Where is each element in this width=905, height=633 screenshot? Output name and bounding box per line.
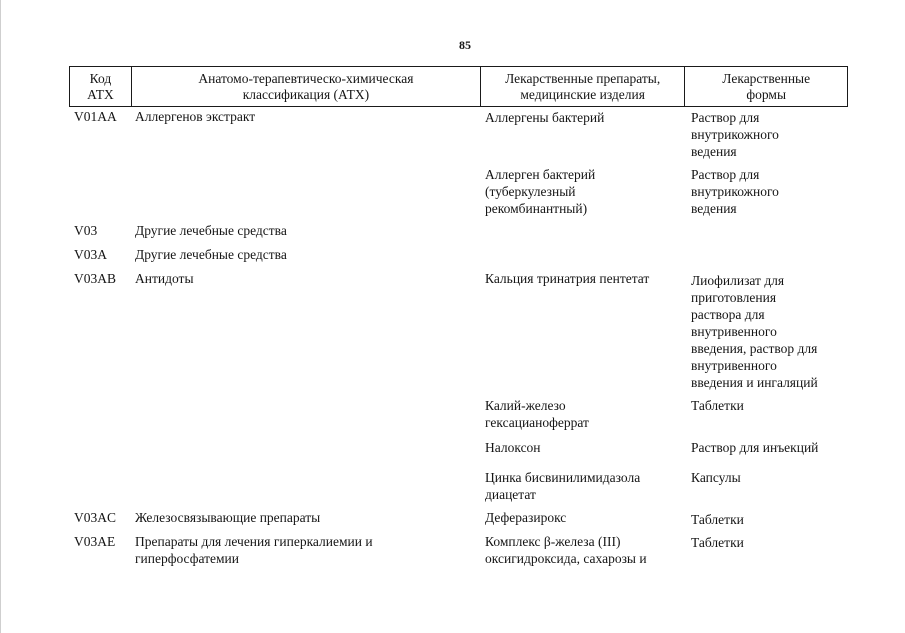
- drug-name: Комплекс β-железа (III) оксигидроксида, сахарозы и: [485, 534, 647, 566]
- drug-name: Деферазирокс: [485, 510, 567, 525]
- dosage-form: Лиофилизат для приготовления раствора для внутривенного введения, раствор для внутривенного введения и ингаляций: [691, 273, 818, 390]
- table-row: [69, 533, 848, 567]
- header-drugs-label: Лекарственные препараты, медицинские изделия: [505, 70, 661, 102]
- dosage-form: Капсулы: [691, 470, 741, 485]
- atc-code: V03: [74, 223, 98, 238]
- atc-classification: Железосвязывающие препараты: [135, 510, 321, 525]
- drug-name: Аллергены бактерий: [485, 110, 605, 125]
- atc-code: V01AA: [74, 109, 117, 124]
- atc-classification: Антидоты: [135, 271, 194, 286]
- header-code-label: Код АТХ: [87, 70, 114, 102]
- page-left-edge: [0, 0, 1, 633]
- atc-code: V03AC: [74, 510, 117, 525]
- table-row: [69, 222, 848, 239]
- header-classification-label: Анатомо-терапевтическо-химическая классификация (АТХ): [198, 70, 414, 102]
- dosage-form: Раствор для инъекций: [691, 440, 819, 455]
- page-number: 85: [459, 38, 471, 52]
- table-row: [69, 397, 848, 431]
- header-code: [70, 67, 132, 106]
- drug-name: Налоксон: [485, 440, 541, 455]
- atc-code: V03AB: [74, 271, 117, 286]
- atc-classification: Аллергенов экстракт: [135, 109, 256, 124]
- atc-code: V03A: [74, 247, 107, 262]
- dosage-form: Раствор для внутрикожного ведения: [691, 110, 779, 159]
- atc-classification: Препараты для лечения гиперкалиемии и гиперфосфатемии: [135, 534, 373, 566]
- table-row: [69, 439, 848, 456]
- atc-classification: Другие лечебные средства: [135, 223, 287, 238]
- table-row: [69, 469, 848, 503]
- header-forms-label: Лекарственные формы: [722, 70, 811, 102]
- table-row: [69, 509, 848, 526]
- table-row: [69, 246, 848, 263]
- table-row: [69, 270, 848, 389]
- header-forms: [685, 67, 847, 106]
- header-drugs: [481, 67, 685, 106]
- drug-name: Калий-железо гексацианоферрат: [485, 398, 589, 430]
- dosage-form: Таблетки: [691, 512, 744, 527]
- atc-classification: Другие лечебные средства: [135, 247, 287, 262]
- table-header: [69, 66, 848, 107]
- dosage-form: Раствор для внутрикожного ведения: [691, 167, 779, 216]
- atc-code: V03AE: [74, 534, 116, 549]
- header-classification: [132, 67, 481, 106]
- table-row: [69, 108, 848, 159]
- drug-name: Аллерген бактерий (туберкулезный рекомбинантный): [485, 167, 596, 216]
- dosage-form: Таблетки: [691, 398, 744, 413]
- table-row: [69, 166, 848, 217]
- dosage-form: Таблетки: [691, 535, 744, 550]
- drug-name: Цинка бисвинилимидазола диацетат: [485, 470, 641, 502]
- drug-name: Кальция тринатрия пентетат: [485, 271, 650, 286]
